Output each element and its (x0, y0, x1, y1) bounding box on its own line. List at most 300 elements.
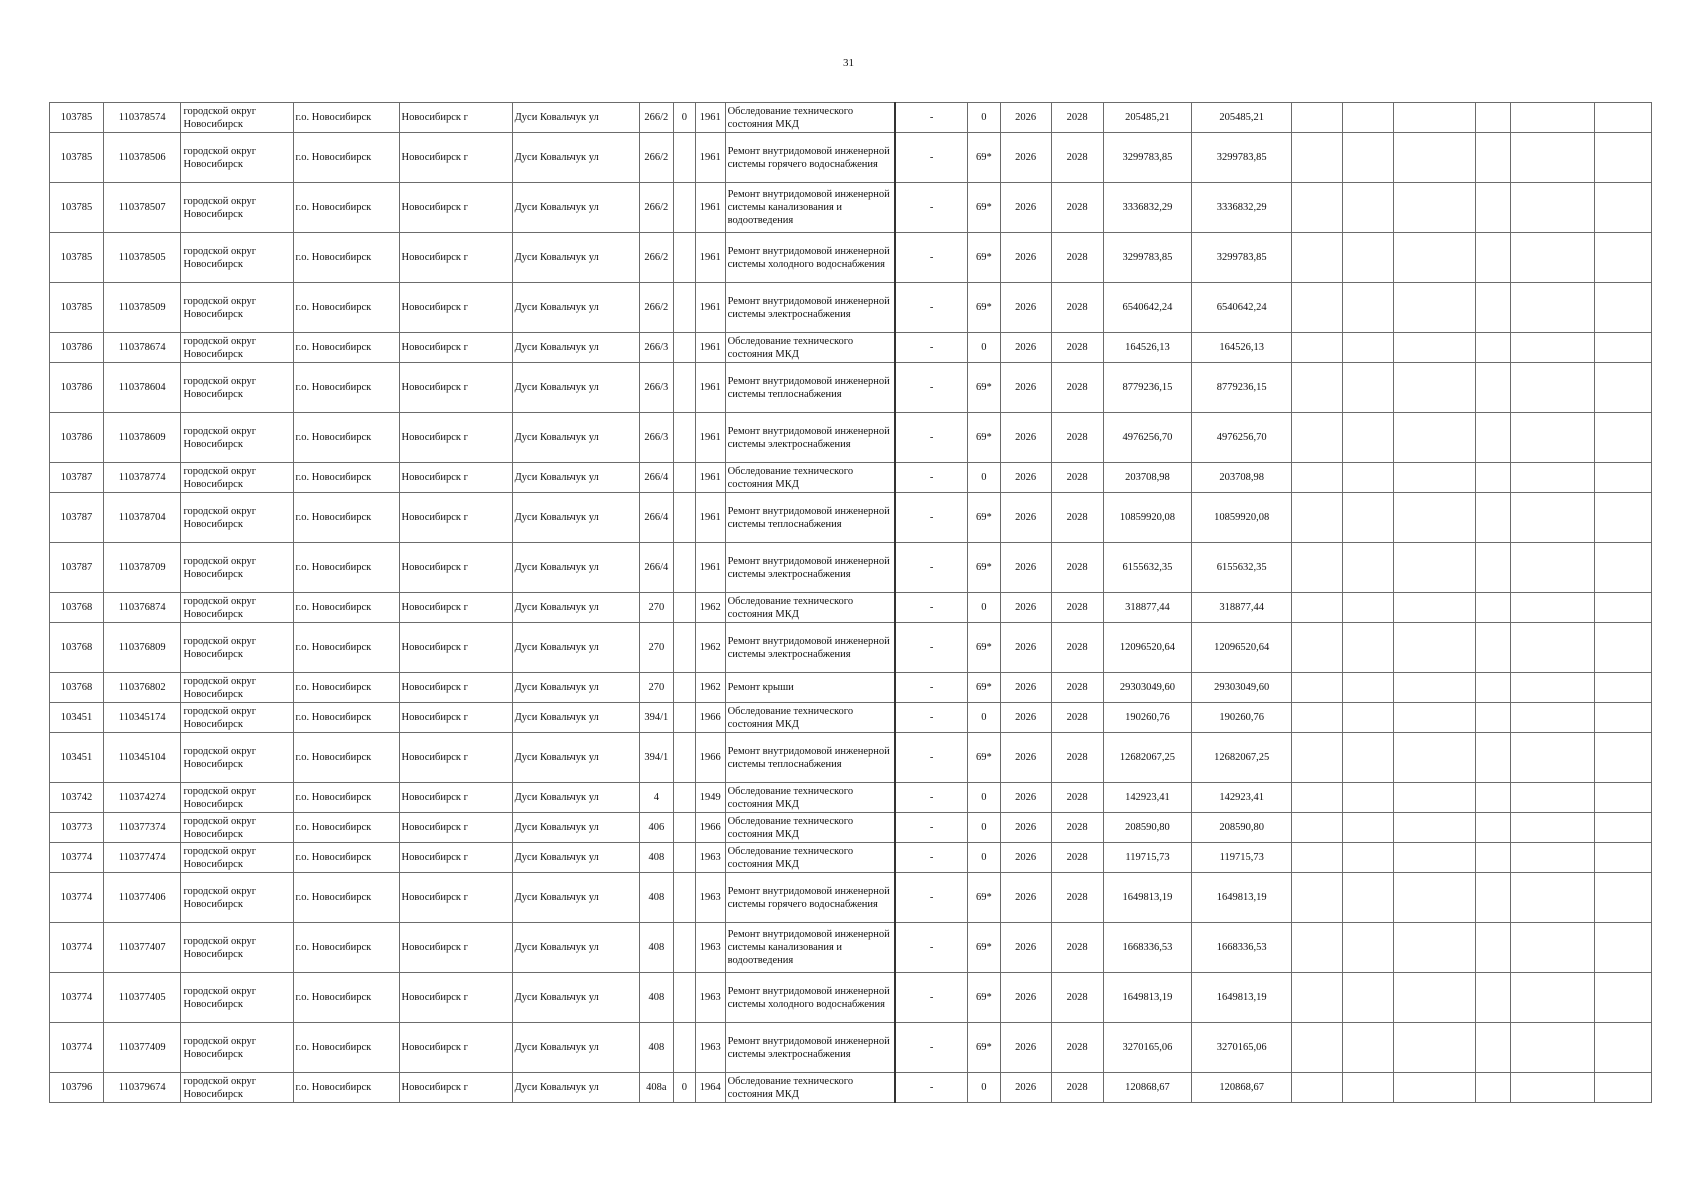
cell-work-type: Обследование технического состояния МКД (725, 593, 895, 623)
cell-dash-mark: - (895, 973, 967, 1023)
cell-empty-col-2 (1343, 1073, 1394, 1103)
cell-empty-col-3 (1394, 333, 1476, 363)
cell-cost-total: 318877,44 (1103, 593, 1192, 623)
cell-house-id: 103774 (50, 923, 104, 973)
cell-empty-col-4 (1475, 133, 1511, 183)
cell-empty-col-4 (1475, 703, 1511, 733)
cell-year-end: 2028 (1051, 183, 1103, 233)
cell-cost-fund: 12682067,25 (1192, 733, 1292, 783)
cell-year-start: 2026 (1000, 233, 1051, 283)
cell-year-built: 1949 (696, 783, 726, 813)
cell-municipal-short: г.о. Новосибирск (293, 133, 399, 183)
cell-dash-mark: - (895, 183, 967, 233)
cell-year-built: 1966 (696, 733, 726, 783)
cell-empty-col-6 (1594, 783, 1651, 813)
cell-empty-col-1 (1292, 733, 1343, 783)
cell-empty-col-6 (1594, 363, 1651, 413)
cell-empty-col-3 (1394, 783, 1476, 813)
cell-empty-col-2 (1343, 843, 1394, 873)
cell-empty-col-5 (1511, 363, 1595, 413)
cell-cost-total: 6155632,35 (1103, 543, 1192, 593)
cell-percent-mark: 0 (968, 593, 1001, 623)
cell-empty-col-2 (1343, 703, 1394, 733)
cell-work-id: 110345174 (104, 703, 181, 733)
cell-empty-col-3 (1394, 543, 1476, 593)
cell-house-number: 266/4 (640, 493, 674, 543)
cell-cost-total: 12096520,64 (1103, 623, 1192, 673)
cell-year-start: 2026 (1000, 283, 1051, 333)
cell-street: Дуси Ковальчук ул (512, 413, 639, 463)
cell-municipality: городской округ Новосибирск (181, 233, 293, 283)
cell-empty-col-3 (1394, 673, 1476, 703)
cell-empty-col-6 (1594, 1023, 1651, 1073)
cell-empty-col-5 (1511, 813, 1595, 843)
cell-empty-col-5 (1511, 183, 1595, 233)
cell-municipal-short: г.о. Новосибирск (293, 703, 399, 733)
cell-empty-col-4 (1475, 413, 1511, 463)
table-row (50, 103, 1652, 133)
cell-empty-col-4 (1475, 873, 1511, 923)
cell-dash-mark: - (895, 543, 967, 593)
cell-house-number: 270 (640, 593, 674, 623)
cell-dash-mark: - (895, 813, 967, 843)
cell-year-end: 2028 (1051, 973, 1103, 1023)
cell-empty-col-1 (1292, 873, 1343, 923)
cell-work-type: Ремонт внутридомовой инженерной системы электроснабжения (725, 623, 895, 673)
cell-cost-fund: 142923,41 (1192, 783, 1292, 813)
cell-work-type: Обследование технического состояния МКД (725, 783, 895, 813)
cell-empty-col-3 (1394, 873, 1476, 923)
cell-empty-col-6 (1594, 543, 1651, 593)
cell-empty-col-4 (1475, 843, 1511, 873)
table-row (50, 233, 1652, 283)
cell-empty-col-5 (1511, 973, 1595, 1023)
cell-dash-mark: - (895, 873, 967, 923)
cell-empty-col-2 (1343, 103, 1394, 133)
cell-percent-mark: 69* (968, 543, 1001, 593)
cell-house-number: 266/3 (640, 363, 674, 413)
cell-cost-fund: 203708,98 (1192, 463, 1292, 493)
cell-year-end: 2028 (1051, 233, 1103, 283)
cell-city: Новосибирск г (399, 233, 512, 283)
cell-empty-col-2 (1343, 363, 1394, 413)
cell-percent-mark: 69* (968, 363, 1001, 413)
cell-empty-col-5 (1511, 463, 1595, 493)
cell-year-end: 2028 (1051, 783, 1103, 813)
cell-empty-col-3 (1394, 183, 1476, 233)
cell-cost-fund: 1649813,19 (1192, 873, 1292, 923)
cell-street: Дуси Ковальчук ул (512, 363, 639, 413)
cell-cost-total: 6540642,24 (1103, 283, 1192, 333)
cell-year-end: 2028 (1051, 493, 1103, 543)
cell-empty-col-5 (1511, 233, 1595, 283)
cell-cost-total: 164526,13 (1103, 333, 1192, 363)
cell-municipality: городской округ Новосибирск (181, 103, 293, 133)
cell-street: Дуси Ковальчук ул (512, 923, 639, 973)
cell-year-end: 2028 (1051, 463, 1103, 493)
cell-cost-fund: 3270165,06 (1192, 1023, 1292, 1073)
cell-empty-col-6 (1594, 673, 1651, 703)
cell-empty-col-5 (1511, 283, 1595, 333)
cell-work-type: Ремонт внутридомовой инженерной системы холодного водоснабжения (725, 973, 895, 1023)
cell-year-end: 2028 (1051, 733, 1103, 783)
cell-year-end: 2028 (1051, 1023, 1103, 1073)
table-row (50, 183, 1652, 233)
cell-empty-col-2 (1343, 1023, 1394, 1073)
cell-cost-fund: 29303049,60 (1192, 673, 1292, 703)
cell-building (673, 703, 695, 733)
cell-cost-total: 119715,73 (1103, 843, 1192, 873)
cell-empty-col-3 (1394, 413, 1476, 463)
cell-work-id: 110377474 (104, 843, 181, 873)
cell-empty-col-6 (1594, 703, 1651, 733)
cell-year-end: 2028 (1051, 333, 1103, 363)
cell-municipality: городской округ Новосибирск (181, 973, 293, 1023)
cell-empty-col-3 (1394, 593, 1476, 623)
cell-municipal-short: г.о. Новосибирск (293, 733, 399, 783)
cell-municipality: городской округ Новосибирск (181, 843, 293, 873)
cell-empty-col-2 (1343, 333, 1394, 363)
cell-street: Дуси Ковальчук ул (512, 233, 639, 283)
cell-percent-mark: 69* (968, 923, 1001, 973)
cell-municipal-short: г.о. Новосибирск (293, 233, 399, 283)
cell-work-type: Обследование технического состояния МКД (725, 103, 895, 133)
cell-municipal-short: г.о. Новосибирск (293, 843, 399, 873)
cell-percent-mark: 0 (968, 463, 1001, 493)
cell-municipal-short: г.о. Новосибирск (293, 813, 399, 843)
cell-municipality: городской округ Новосибирск (181, 363, 293, 413)
cell-empty-col-1 (1292, 623, 1343, 673)
cell-year-built: 1961 (696, 543, 726, 593)
cell-year-end: 2028 (1051, 843, 1103, 873)
cell-year-end: 2028 (1051, 813, 1103, 843)
cell-year-built: 1962 (696, 673, 726, 703)
cell-cost-fund: 6155632,35 (1192, 543, 1292, 593)
cell-street: Дуси Ковальчук ул (512, 1023, 639, 1073)
cell-cost-fund: 208590,80 (1192, 813, 1292, 843)
cell-year-start: 2026 (1000, 103, 1051, 133)
cell-house-id: 103785 (50, 233, 104, 283)
cell-empty-col-1 (1292, 1073, 1343, 1103)
cell-year-start: 2026 (1000, 183, 1051, 233)
cell-empty-col-2 (1343, 623, 1394, 673)
cell-empty-col-4 (1475, 783, 1511, 813)
cell-empty-col-2 (1343, 543, 1394, 593)
cell-percent-mark: 0 (968, 843, 1001, 873)
cell-empty-col-1 (1292, 233, 1343, 283)
cell-municipal-short: г.о. Новосибирск (293, 463, 399, 493)
cell-empty-col-5 (1511, 843, 1595, 873)
cell-percent-mark: 0 (968, 333, 1001, 363)
cell-municipality: городской округ Новосибирск (181, 623, 293, 673)
cell-house-number: 408а (640, 1073, 674, 1103)
cell-house-number: 266/4 (640, 543, 674, 593)
cell-year-end: 2028 (1051, 623, 1103, 673)
cell-empty-col-6 (1594, 103, 1651, 133)
cell-municipality: городской округ Новосибирск (181, 283, 293, 333)
cell-cost-total: 142923,41 (1103, 783, 1192, 813)
cell-municipal-short: г.о. Новосибирск (293, 783, 399, 813)
cell-dash-mark: - (895, 623, 967, 673)
cell-municipal-short: г.о. Новосибирск (293, 183, 399, 233)
cell-building (673, 623, 695, 673)
cell-empty-col-5 (1511, 493, 1595, 543)
cell-year-start: 2026 (1000, 843, 1051, 873)
table-row (50, 363, 1652, 413)
cell-year-start: 2026 (1000, 733, 1051, 783)
cell-empty-col-4 (1475, 333, 1511, 363)
cell-street: Дуси Ковальчук ул (512, 593, 639, 623)
cell-house-number: 266/3 (640, 333, 674, 363)
cell-municipality: городской округ Новосибирск (181, 413, 293, 463)
cell-empty-col-1 (1292, 843, 1343, 873)
cell-city: Новосибирск г (399, 283, 512, 333)
cell-building (673, 1023, 695, 1073)
cell-empty-col-6 (1594, 183, 1651, 233)
cell-cost-fund: 1668336,53 (1192, 923, 1292, 973)
cell-year-built: 1963 (696, 873, 726, 923)
cell-year-built: 1963 (696, 923, 726, 973)
cell-house-number: 408 (640, 973, 674, 1023)
cell-city: Новосибирск г (399, 1073, 512, 1103)
cell-house-number: 408 (640, 843, 674, 873)
cell-percent-mark: 69* (968, 973, 1001, 1023)
cell-cost-total: 3336832,29 (1103, 183, 1192, 233)
cell-work-type: Ремонт внутридомовой инженерной системы канализования и водоотведения (725, 183, 895, 233)
page-number: 31 (843, 57, 854, 69)
cell-year-built: 1962 (696, 623, 726, 673)
table-row (50, 543, 1652, 593)
cell-municipal-short: г.о. Новосибирск (293, 673, 399, 703)
cell-house-number: 270 (640, 623, 674, 673)
cell-municipality: городской округ Новосибирск (181, 593, 293, 623)
cell-empty-col-1 (1292, 813, 1343, 843)
cell-empty-col-2 (1343, 493, 1394, 543)
cell-municipal-short: г.о. Новосибирск (293, 973, 399, 1023)
cell-work-type: Обследование технического состояния МКД (725, 333, 895, 363)
cell-empty-col-2 (1343, 923, 1394, 973)
cell-municipal-short: г.о. Новосибирск (293, 333, 399, 363)
cell-dash-mark: - (895, 283, 967, 333)
cell-empty-col-4 (1475, 1073, 1511, 1103)
cell-year-end: 2028 (1051, 673, 1103, 703)
cell-cost-total: 3270165,06 (1103, 1023, 1192, 1073)
cell-work-type: Ремонт внутридомовой инженерной системы электроснабжения (725, 1023, 895, 1073)
cell-percent-mark: 0 (968, 1073, 1001, 1103)
table-row (50, 1023, 1652, 1073)
cell-building (673, 783, 695, 813)
cell-dash-mark: - (895, 103, 967, 133)
cell-cost-total: 10859920,08 (1103, 493, 1192, 543)
cell-empty-col-2 (1343, 873, 1394, 923)
cell-empty-col-6 (1594, 1073, 1651, 1103)
cell-percent-mark: 69* (968, 413, 1001, 463)
cell-percent-mark: 69* (968, 673, 1001, 703)
cell-house-number: 408 (640, 873, 674, 923)
cell-empty-col-4 (1475, 463, 1511, 493)
cell-building (673, 333, 695, 363)
cell-house-id: 103785 (50, 183, 104, 233)
cell-cost-fund: 164526,13 (1192, 333, 1292, 363)
cell-municipal-short: г.о. Новосибирск (293, 923, 399, 973)
cell-work-id: 110377407 (104, 923, 181, 973)
cell-empty-col-4 (1475, 103, 1511, 133)
cell-empty-col-4 (1475, 973, 1511, 1023)
registry-table-body (50, 103, 1652, 1103)
cell-city: Новосибирск г (399, 673, 512, 703)
cell-cost-total: 3299783,85 (1103, 133, 1192, 183)
cell-municipality: городской округ Новосибирск (181, 923, 293, 973)
cell-city: Новосибирск г (399, 1023, 512, 1073)
cell-building: 0 (673, 103, 695, 133)
cell-empty-col-1 (1292, 673, 1343, 703)
cell-empty-col-1 (1292, 783, 1343, 813)
cell-percent-mark: 0 (968, 783, 1001, 813)
registry-table (49, 102, 1652, 1103)
cell-empty-col-4 (1475, 233, 1511, 283)
cell-empty-col-2 (1343, 133, 1394, 183)
cell-percent-mark: 69* (968, 183, 1001, 233)
cell-empty-col-3 (1394, 103, 1476, 133)
cell-cost-total: 1668336,53 (1103, 923, 1192, 973)
cell-year-end: 2028 (1051, 703, 1103, 733)
cell-municipality: городской округ Новосибирск (181, 1023, 293, 1073)
cell-year-end: 2028 (1051, 593, 1103, 623)
cell-work-type: Ремонт внутридомовой инженерной системы электроснабжения (725, 543, 895, 593)
cell-year-built: 1961 (696, 103, 726, 133)
cell-building (673, 923, 695, 973)
cell-empty-col-4 (1475, 593, 1511, 623)
cell-year-end: 2028 (1051, 413, 1103, 463)
cell-cost-fund: 12096520,64 (1192, 623, 1292, 673)
cell-empty-col-2 (1343, 813, 1394, 843)
cell-house-id: 103774 (50, 843, 104, 873)
cell-house-number: 4 (640, 783, 674, 813)
cell-year-built: 1966 (696, 813, 726, 843)
cell-empty-col-2 (1343, 183, 1394, 233)
cell-empty-col-2 (1343, 463, 1394, 493)
cell-empty-col-5 (1511, 923, 1595, 973)
cell-percent-mark: 69* (968, 873, 1001, 923)
cell-year-start: 2026 (1000, 923, 1051, 973)
cell-building (673, 283, 695, 333)
cell-dash-mark: - (895, 673, 967, 703)
cell-percent-mark: 69* (968, 283, 1001, 333)
cell-street: Дуси Ковальчук ул (512, 973, 639, 1023)
cell-dash-mark: - (895, 413, 967, 463)
cell-house-id: 103768 (50, 623, 104, 673)
cell-house-id: 103787 (50, 493, 104, 543)
cell-street: Дуси Ковальчук ул (512, 283, 639, 333)
cell-empty-col-6 (1594, 333, 1651, 363)
cell-building (673, 873, 695, 923)
cell-street: Дуси Ковальчук ул (512, 703, 639, 733)
cell-work-id: 110377406 (104, 873, 181, 923)
cell-work-id: 110378774 (104, 463, 181, 493)
cell-year-start: 2026 (1000, 623, 1051, 673)
cell-street: Дуси Ковальчук ул (512, 103, 639, 133)
cell-work-id: 110378604 (104, 363, 181, 413)
cell-empty-col-4 (1475, 493, 1511, 543)
cell-year-built: 1961 (696, 463, 726, 493)
cell-year-start: 2026 (1000, 673, 1051, 703)
cell-municipality: городской округ Новосибирск (181, 673, 293, 703)
cell-empty-col-5 (1511, 333, 1595, 363)
cell-street: Дуси Ковальчук ул (512, 813, 639, 843)
cell-empty-col-2 (1343, 973, 1394, 1023)
table-row (50, 923, 1652, 973)
cell-empty-col-6 (1594, 413, 1651, 463)
cell-empty-col-1 (1292, 283, 1343, 333)
cell-city: Новосибирск г (399, 733, 512, 783)
cell-empty-col-5 (1511, 873, 1595, 923)
cell-empty-col-1 (1292, 333, 1343, 363)
cell-street: Дуси Ковальчук ул (512, 333, 639, 363)
cell-house-id: 103768 (50, 593, 104, 623)
cell-street: Дуси Ковальчук ул (512, 733, 639, 783)
cell-empty-col-5 (1511, 133, 1595, 183)
cell-year-start: 2026 (1000, 873, 1051, 923)
cell-empty-col-3 (1394, 843, 1476, 873)
cell-municipal-short: г.о. Новосибирск (293, 593, 399, 623)
table-row (50, 973, 1652, 1023)
cell-house-id: 103742 (50, 783, 104, 813)
table-row (50, 493, 1652, 543)
cell-municipality: городской округ Новосибирск (181, 813, 293, 843)
cell-empty-col-2 (1343, 593, 1394, 623)
cell-building (673, 673, 695, 703)
cell-work-id: 110377409 (104, 1023, 181, 1073)
cell-work-type: Обследование технического состояния МКД (725, 843, 895, 873)
cell-city: Новосибирск г (399, 923, 512, 973)
cell-cost-total: 8779236,15 (1103, 363, 1192, 413)
cell-house-number: 266/2 (640, 103, 674, 133)
cell-empty-col-6 (1594, 813, 1651, 843)
cell-percent-mark: 69* (968, 733, 1001, 783)
cell-cost-total: 12682067,25 (1103, 733, 1192, 783)
cell-city: Новосибирск г (399, 103, 512, 133)
cell-year-start: 2026 (1000, 493, 1051, 543)
cell-municipality: городской округ Новосибирск (181, 1073, 293, 1103)
cell-building (673, 363, 695, 413)
cell-empty-col-2 (1343, 283, 1394, 333)
cell-house-id: 103787 (50, 543, 104, 593)
cell-work-type: Обследование технического состояния МКД (725, 813, 895, 843)
cell-municipality: городской округ Новосибирск (181, 183, 293, 233)
cell-municipality: городской округ Новосибирск (181, 733, 293, 783)
cell-empty-col-1 (1292, 463, 1343, 493)
cell-empty-col-4 (1475, 623, 1511, 673)
cell-year-end: 2028 (1051, 1073, 1103, 1103)
cell-work-type: Ремонт внутридомовой инженерной системы горячего водоснабжения (725, 133, 895, 183)
cell-building (673, 133, 695, 183)
cell-house-number: 266/4 (640, 463, 674, 493)
cell-municipal-short: г.о. Новосибирск (293, 873, 399, 923)
cell-empty-col-6 (1594, 873, 1651, 923)
cell-cost-total: 1649813,19 (1103, 873, 1192, 923)
cell-year-built: 1962 (696, 593, 726, 623)
cell-dash-mark: - (895, 233, 967, 283)
cell-cost-fund: 3299783,85 (1192, 133, 1292, 183)
cell-empty-col-1 (1292, 1023, 1343, 1073)
cell-empty-col-2 (1343, 673, 1394, 703)
cell-empty-col-5 (1511, 703, 1595, 733)
cell-cost-fund: 10859920,08 (1192, 493, 1292, 543)
cell-work-type: Ремонт внутридомовой инженерной системы электроснабжения (725, 283, 895, 333)
cell-empty-col-4 (1475, 673, 1511, 703)
cell-street: Дуси Ковальчук ул (512, 1073, 639, 1103)
cell-municipal-short: г.о. Новосибирск (293, 1023, 399, 1073)
